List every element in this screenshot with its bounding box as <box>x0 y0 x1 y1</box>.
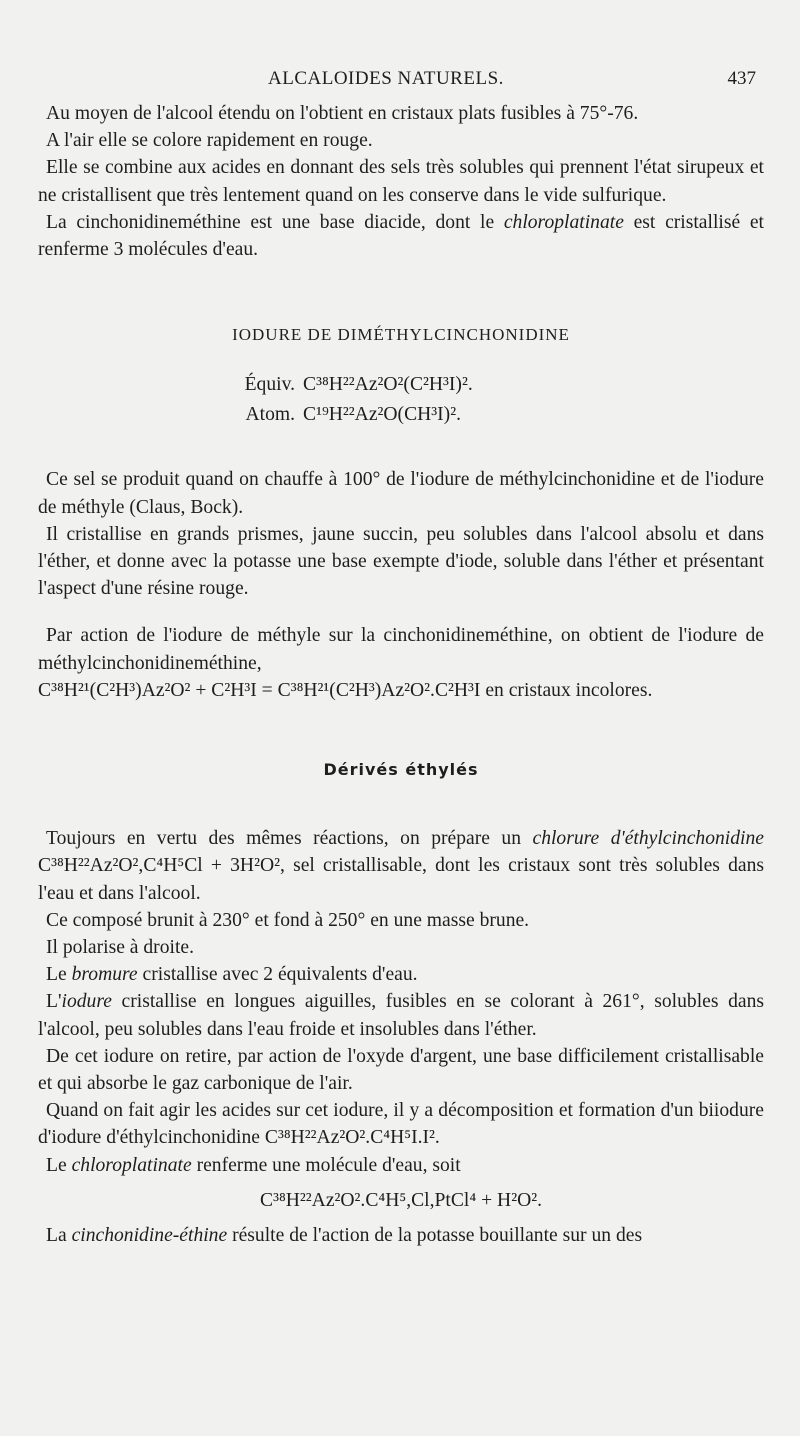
paragraph: Il cristallise en grands prismes, jaune succin, peu solubles dans l'alcool absolu et dans l'éther, et donne avec la potasse une base exempte d'iode, soluble dans l'éther et présentant l'aspect d'une résine rouge. <box>38 523 764 600</box>
formula-atom <box>233 400 764 430</box>
formula-equiv <box>233 370 764 400</box>
page-number: 437 <box>727 68 756 89</box>
italic-term: chlorure d'éthylcinchonidine <box>532 828 764 850</box>
paragraph: De cet iodure on retire, par action de l'oxyde d'argent, une base difficilement cristallisable et qui absorbe le gaz carbonique de l'air. <box>38 1045 764 1095</box>
italic-term: bromure <box>71 964 138 986</box>
reaction-equation: C³⁸H²¹(C²H³)Az²O² + C²H³I = C³⁸H²¹(C²H³)Az²O².C²H³I en cristaux incolores. <box>38 679 653 701</box>
formula-label: Atom. <box>245 404 295 426</box>
text-run: résulte de l'action de la potasse bouillante sur un des <box>227 1225 643 1247</box>
section-title-ethyl: Dérivés éthylés <box>323 760 479 780</box>
paragraph: Elle se combine aux acides en donnant des sels très solubles qui prennent l'état sirupeux et ne cristallisent que très lentement quand on les conserve dans le vide sulfurique. <box>38 157 764 206</box>
text-run: La <box>46 1225 72 1247</box>
formula-label: Équiv. <box>244 374 295 396</box>
paragraph: Il polarise à droite. <box>46 937 194 959</box>
text-run: L' <box>46 991 62 1013</box>
paragraph: Quand on fait agir les acides sur cet iodure, il y a décomposition et formation d'un biiodure d'iodure d'éthylcinchonidine C³⁸H²²Az²O².C⁴H⁵I.I². <box>38 1100 764 1149</box>
paragraph-chlorure <box>38 825 764 907</box>
paragraph-last <box>38 1222 764 1249</box>
italic-term: chloroplatinate <box>503 211 624 233</box>
italic-term: iodure <box>61 991 112 1013</box>
paragraph: A l'air elle se colore rapidement en rouge. <box>46 130 373 152</box>
text-run: Le <box>46 964 72 986</box>
paragraph-bromure <box>38 961 764 988</box>
section-title-iodure: IODURE DE DIMÉTHYLCINCHONIDINE <box>232 325 570 345</box>
paragraph-chloroplatinate <box>38 209 764 263</box>
page-body <box>38 100 764 1249</box>
text-run: renferme une molécule d'eau, soit <box>191 1154 461 1176</box>
text-run: cristallise en longues aiguilles, fusibles en se colorant à 261°, solubles dans l'alcool, peu solubles dans l'eau froide et insolubles dans l'éther. <box>38 991 764 1040</box>
formula-block <box>38 370 764 430</box>
paragraph-chloroplat <box>38 1152 764 1179</box>
text-run: C³⁸H²²Az²O²,C⁴H⁵Cl + 3H²O², sel cristallisable, dont les cristaux sont très solubles dans l'eau et dans l'alcool. <box>38 855 764 904</box>
paragraph: Ce sel se produit quand on chauffe à 100° de l'iodure de méthylcinchonidine et de l'iodure de méthyle (Claus, Bock). <box>38 469 764 518</box>
formula-text: C¹⁹H²²Az²O(CH³I)². <box>303 404 461 426</box>
italic-term: cinchonidine-éthine <box>71 1225 228 1247</box>
paragraph: Ce composé brunit à 230° et fond à 250° en une masse brune. <box>46 909 530 931</box>
formula-text: C³⁸H²²Az²O²(C²H³I)². <box>303 374 473 396</box>
text-run: est cristallisé et renferme 3 molécules d'eau. <box>38 211 764 261</box>
italic-term: chloroplatinate <box>71 1154 192 1176</box>
running-title: ALCALOIDES NATURELS. <box>268 68 504 89</box>
paragraph-iodure <box>38 988 764 1042</box>
text-run: cristallise avec 2 équivalents d'eau. <box>137 964 418 986</box>
formula-chloroplatinate: C³⁸H²²Az²O².C⁴H⁵,Cl,PtCl⁴ + H²O². <box>260 1189 542 1211</box>
page-header <box>0 68 800 98</box>
paragraph: Par action de l'iodure de méthyle sur la cinchonidineméthine, on obtient de l'iodure de méthylcinchonidineméthine, <box>38 625 764 674</box>
text-run: Le <box>46 1154 72 1176</box>
paragraph: Au moyen de l'alcool étendu on l'obtient en cristaux plats fusibles à 75°-76. <box>46 103 639 124</box>
text-run: La cinchonidineméthine est une base diacide, dont le <box>46 211 504 233</box>
text-run: Toujours en vertu des mêmes réactions, on prépare un <box>46 828 533 850</box>
